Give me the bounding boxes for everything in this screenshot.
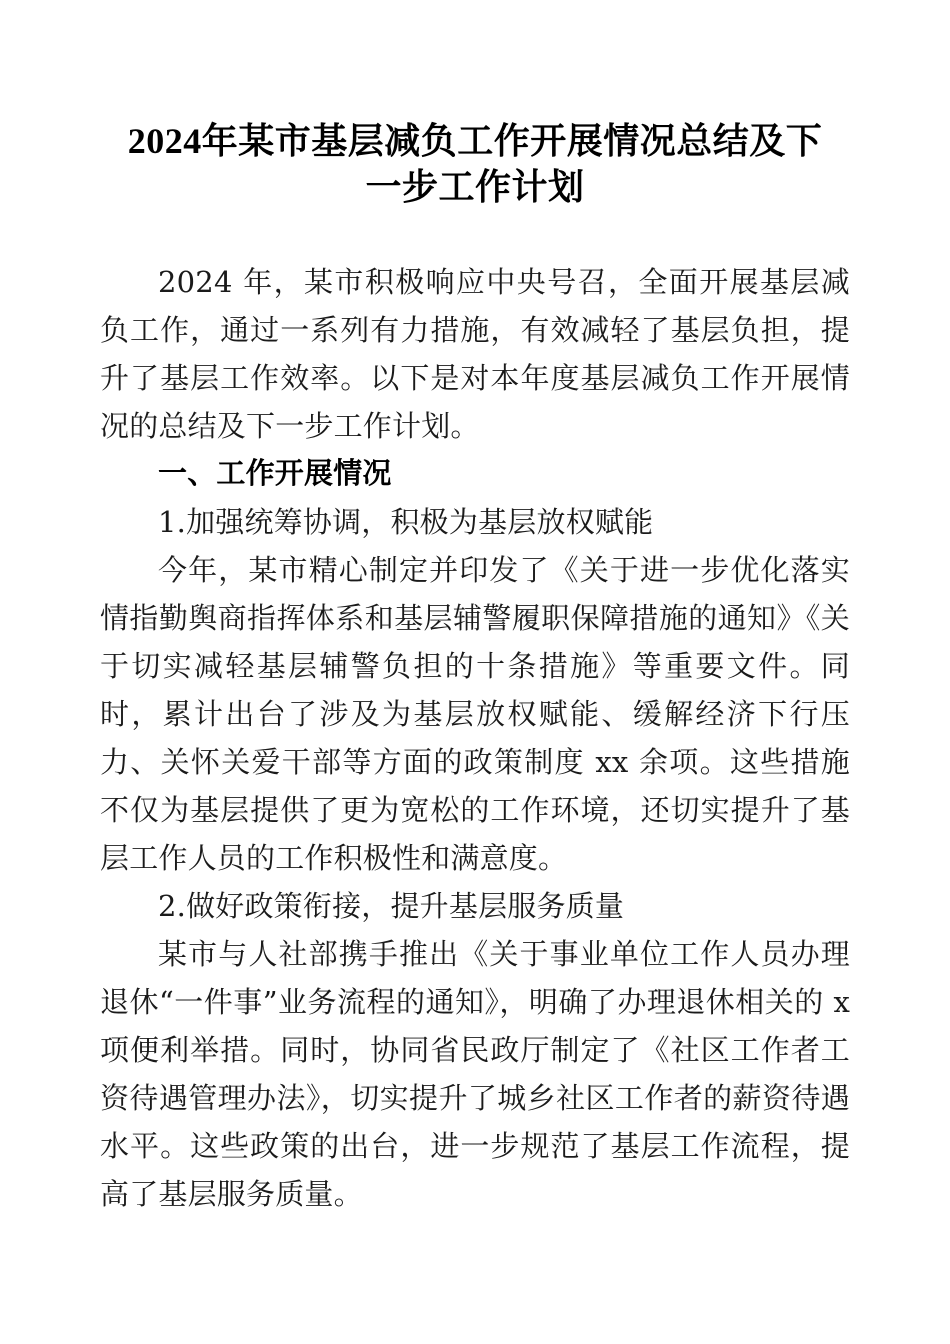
section-heading-1: 一、工作开展情况 xyxy=(158,458,392,490)
intro-paragraph: 2024 年，某市积极响应中央号召，全面开展基层减负工作，通过一系列有力措施，有效减轻了基层负担，提升了基层工作效率。以下是对本年度基层减负工作开展情况的总结及下一步工作计划。 xyxy=(100,265,850,443)
page-title-line-2: 一步工作计划 xyxy=(365,167,585,207)
document-text-column xyxy=(100,0,850,1218)
item-heading-2: 2.做好政策衔接，提升基层服务质量 xyxy=(158,889,625,923)
item-heading-1: 1.加强统筹协调，积极为基层放权赋能 xyxy=(158,505,654,539)
item-1-paragraph: 今年，某市精心制定并印发了《关于进一步优化落实情指勤舆商指挥体系和基层辅警履职保障措施的通知》《关于切实减轻基层辅警负担的十条措施》等重要文件。同时，累计出台了涉及为基层放权赋能、缓解经济下行压力、关怀关爱干部等方面的政策制度 xx 余项。这些措施不仅为基层提供了更为宽松的工作环境，还切实提升了基层工作人员的工作积极性和满意度。 xyxy=(100,553,850,875)
item-2-paragraph: 某市与人社部携手推出《关于事业单位工作人员办理退休“一件事”业务流程的通知》，明确了办理退休相关的 x 项便利举措。同时，协同省民政厅制定了《社区工作者工资待遇管理办法》，切实提升了城乡社区工作者的薪资待遇水平。这些政策的出台，进一步规范了基层工作流程，提高了基层服务质量。 xyxy=(100,937,850,1211)
page-title-line-1: 2024年某市基层减负工作开展情况总结及下 xyxy=(127,121,823,161)
page-title xyxy=(100,0,850,210)
